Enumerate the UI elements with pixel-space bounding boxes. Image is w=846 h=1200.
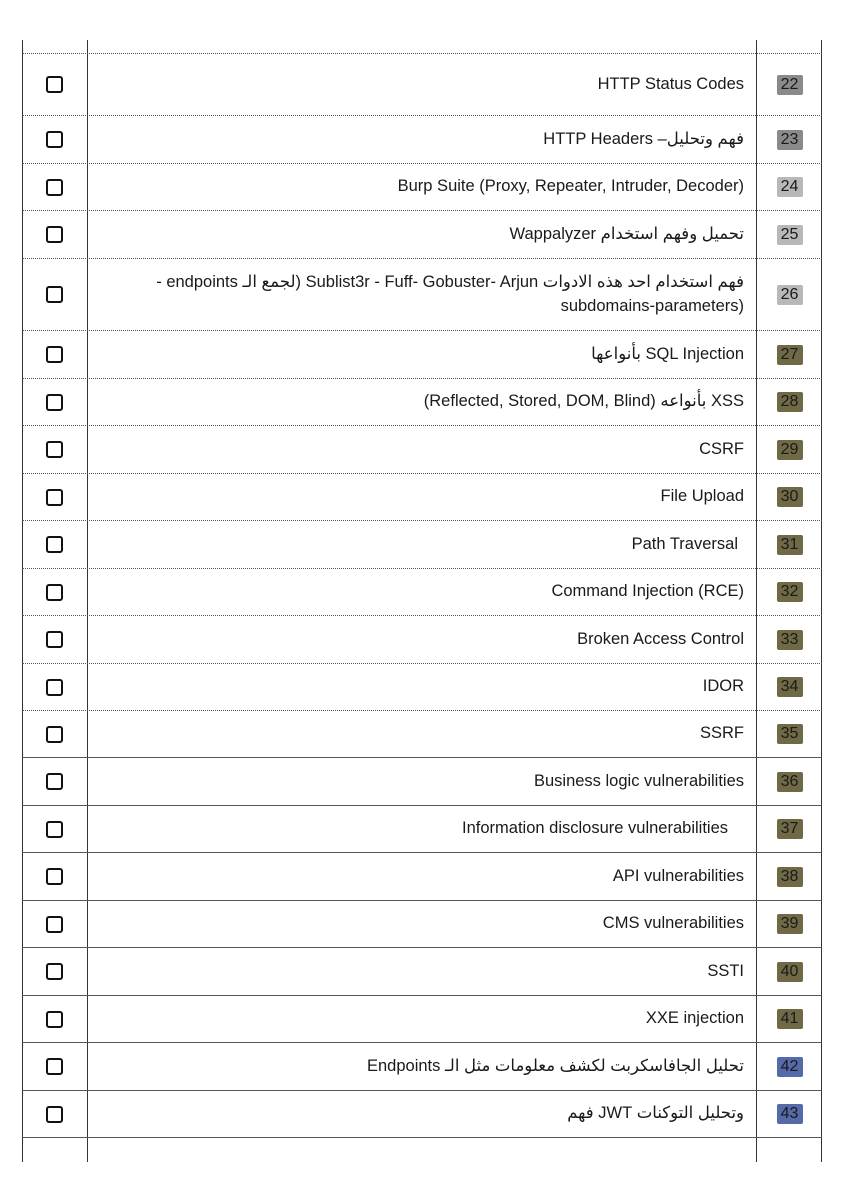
task-text: HTTP Status Codes bbox=[597, 74, 744, 93]
table-row bbox=[22, 995, 822, 1042]
row-number: 43 bbox=[777, 1104, 803, 1124]
task-text: SSTI bbox=[707, 961, 744, 980]
table-row bbox=[22, 425, 822, 473]
task-text: Business logic vulnerabilities bbox=[533, 771, 744, 790]
row-number: 37 bbox=[777, 819, 803, 839]
task-text: فهم وتحليل– HTTP Headers bbox=[543, 129, 744, 148]
checkbox[interactable] bbox=[46, 179, 63, 196]
checkbox[interactable] bbox=[46, 286, 63, 303]
row-number: 39 bbox=[777, 914, 803, 934]
task-text: SQL Injection بأنواعها bbox=[591, 344, 744, 363]
task-text: Information disclosure vulnerabilities bbox=[462, 819, 728, 838]
task-text: Command Injection (RCE) bbox=[551, 582, 744, 601]
task-text: File Upload bbox=[660, 487, 744, 506]
checkbox[interactable] bbox=[46, 963, 63, 980]
row-number: 25 bbox=[777, 225, 803, 245]
row-number: 34 bbox=[777, 677, 803, 697]
row-number: 23 bbox=[777, 130, 803, 150]
task-text: وتحليل التوكنات JWT فهم bbox=[567, 1104, 744, 1123]
checkbox[interactable] bbox=[46, 76, 63, 93]
checkbox[interactable] bbox=[46, 726, 63, 743]
task-text: Burp Suite (Proxy, Repeater, Intruder, Decoder) bbox=[397, 177, 744, 196]
row-number: 24 bbox=[777, 177, 803, 197]
row-number: 33 bbox=[777, 630, 803, 650]
checkbox[interactable] bbox=[46, 821, 63, 838]
row-number: 40 bbox=[777, 962, 803, 982]
row-number: 27 bbox=[777, 345, 803, 365]
table-bottom-border bbox=[22, 1137, 822, 1138]
checkbox[interactable] bbox=[46, 1058, 63, 1075]
checkbox[interactable] bbox=[46, 441, 63, 458]
checkbox[interactable] bbox=[46, 536, 63, 553]
table-row bbox=[22, 163, 822, 210]
checkbox[interactable] bbox=[46, 131, 63, 148]
task-text: API vulnerabilities bbox=[612, 866, 744, 885]
table-row bbox=[22, 852, 822, 900]
table-row bbox=[22, 947, 822, 995]
task-text: فهم استخدام احد هذه الادوات Sublist3r - Fuff- Gobuster- Arjun (لجمع الـ endpoints - (subdomains-parameters bbox=[156, 272, 744, 315]
task-text: تحميل وفهم استخدام Wappalyzer bbox=[509, 224, 744, 243]
task-text: IDOR bbox=[702, 677, 744, 696]
task-text: Path Traversal bbox=[631, 534, 738, 553]
checkbox[interactable] bbox=[46, 226, 63, 243]
row-number: 41 bbox=[777, 1009, 803, 1029]
table-row bbox=[22, 53, 822, 115]
table-row bbox=[22, 1090, 822, 1137]
table-row bbox=[22, 805, 822, 852]
table-row bbox=[22, 568, 822, 615]
table-row bbox=[22, 210, 822, 258]
table-row bbox=[22, 378, 822, 425]
table-row bbox=[22, 900, 822, 947]
table-row bbox=[22, 258, 822, 330]
table-row bbox=[22, 663, 822, 710]
checklist-table bbox=[22, 53, 822, 1137]
row-number: 26 bbox=[777, 285, 803, 305]
task-text: CSRF bbox=[699, 439, 744, 458]
task-text: XXE injection bbox=[645, 1009, 744, 1028]
row-number: 38 bbox=[777, 867, 803, 887]
checkbox[interactable] bbox=[46, 584, 63, 601]
checkbox[interactable] bbox=[46, 394, 63, 411]
table-row bbox=[22, 115, 822, 163]
row-number: 35 bbox=[777, 724, 803, 744]
checkbox[interactable] bbox=[46, 868, 63, 885]
row-number: 32 bbox=[777, 582, 803, 602]
checkbox[interactable] bbox=[46, 916, 63, 933]
row-number: 22 bbox=[777, 75, 803, 95]
task-text: SSRF bbox=[699, 724, 744, 743]
row-number: 30 bbox=[777, 487, 803, 507]
table-row bbox=[22, 1042, 822, 1090]
checkbox[interactable] bbox=[46, 631, 63, 648]
task-text: CMS vulnerabilities bbox=[602, 914, 744, 933]
table-row bbox=[22, 473, 822, 520]
row-number: 36 bbox=[777, 772, 803, 792]
checkbox[interactable] bbox=[46, 346, 63, 363]
task-text: Broken Access Control bbox=[577, 629, 744, 648]
table-row bbox=[22, 330, 822, 378]
checkbox[interactable] bbox=[46, 1106, 63, 1123]
table-row bbox=[22, 757, 822, 805]
checkbox[interactable] bbox=[46, 679, 63, 696]
checkbox[interactable] bbox=[46, 773, 63, 790]
row-number: 42 bbox=[777, 1057, 803, 1077]
checkbox[interactable] bbox=[46, 1011, 63, 1028]
row-number: 28 bbox=[777, 392, 803, 412]
table-row bbox=[22, 615, 822, 663]
task-text: XSS بأنواعه (Reflected, Stored, DOM, Blind) bbox=[423, 392, 744, 411]
task-text: تحليل الجافاسكربت لكشف معلومات مثل الـ Endpoints bbox=[367, 1056, 744, 1075]
table-row bbox=[22, 710, 822, 757]
checkbox[interactable] bbox=[46, 489, 63, 506]
row-number: 29 bbox=[777, 440, 803, 460]
table-row bbox=[22, 520, 822, 568]
row-number: 31 bbox=[777, 535, 803, 555]
